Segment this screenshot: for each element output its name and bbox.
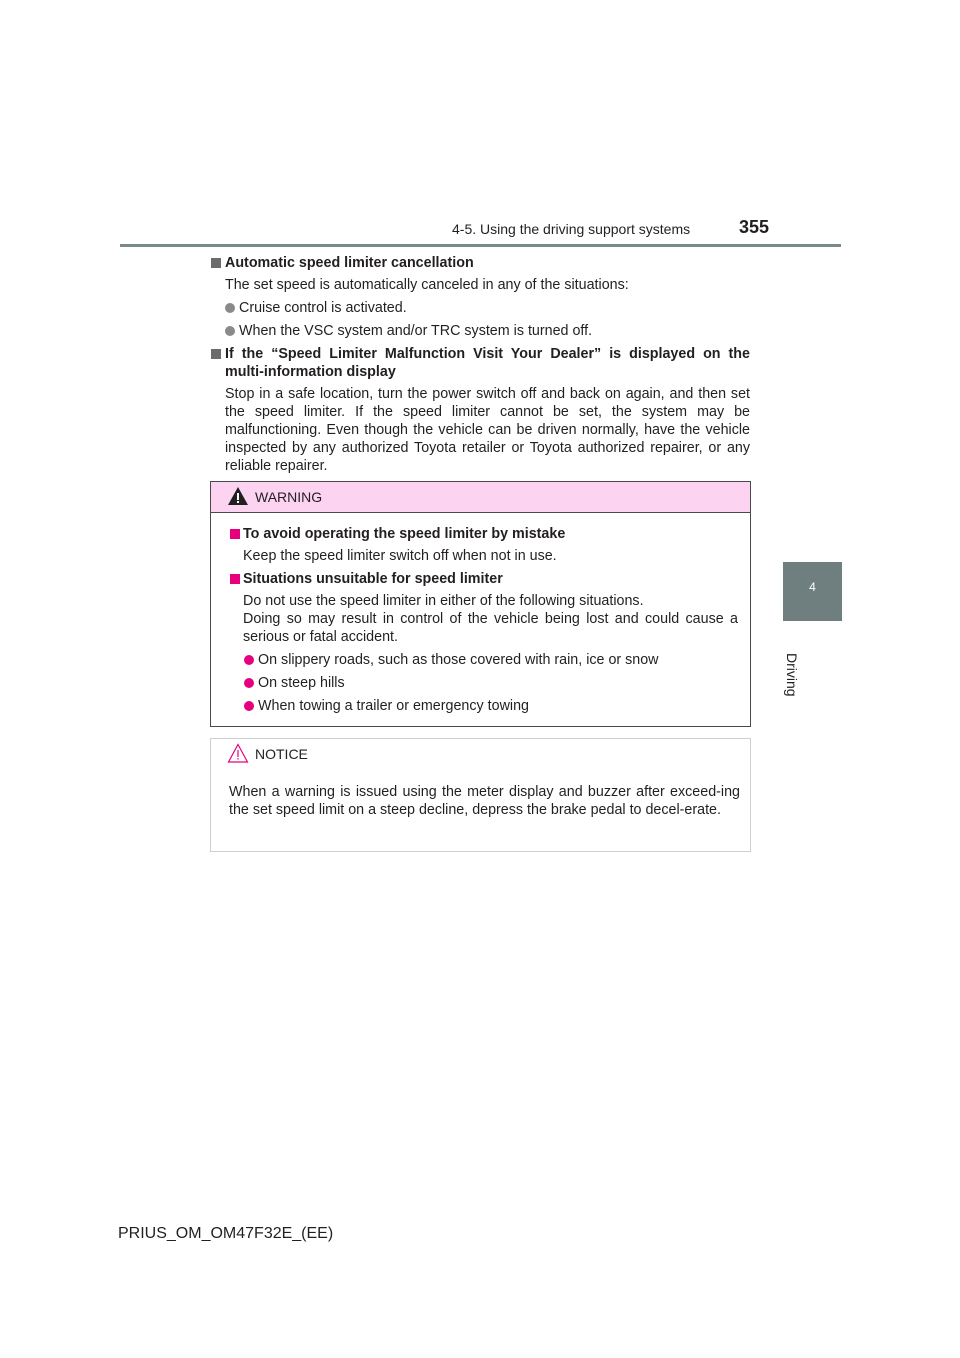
list-item: On steep hills [229,674,738,692]
square-bullet-icon [211,258,221,268]
chapter-label: Driving [784,653,800,697]
header-divider [120,244,841,247]
list-item: Cruise control is activated. [210,299,750,317]
notice-box [210,738,751,852]
page-number: 355 [739,217,770,237]
warning-triangle-icon [227,486,249,506]
notice-header [211,739,750,769]
chapter-tab [783,562,842,621]
circle-bullet-icon [225,303,235,313]
warning-box [210,481,751,727]
list-item: On slippery roads, such as those covered with rain, ice or snow [229,651,738,669]
list-item: When the VSC system and/or TRC system is turned off. [210,322,750,340]
square-bullet-icon [230,529,240,539]
circle-bullet-icon [244,678,254,688]
warning-heading: To avoid operating the speed limiter by mistake [229,525,738,543]
warning-header [211,482,750,513]
warning-text: Keep the speed limiter switch off when not in use. [243,548,557,564]
circle-bullet-icon [244,701,254,711]
chapter-number: 4 [809,580,816,594]
caution-triangle-icon [227,743,249,763]
circle-bullet-icon [225,326,235,336]
square-bullet-icon [211,349,221,359]
section-intro: The set speed is automatically canceled in any of the situations: [225,277,629,293]
list-item: When towing a trailer or emergency towing [229,697,738,715]
warning-title: WARNING [255,489,323,505]
warning-text: Do not use the speed limiter in either of the following situations. Doing so may result in control of the vehicle being lost and could cause a serious or fatal accident. [243,593,738,645]
notice-text: When a warning is issued using the meter display and buzzer after exceed-ing the set speed limit on a steep decline, depress the brake pedal to decel-erate. [229,784,740,818]
circle-bullet-icon [244,655,254,665]
section-title: 4-5. Using the driving support systems [452,221,691,237]
warning-body [211,513,750,715]
document-code: PRIUS_OM_OM47F32E_(EE) [118,1225,334,1242]
square-bullet-icon [230,574,240,584]
section-body: Stop in a safe location, turn the power switch off and back on again, and then set the speed limiter. If the speed limiter cannot be set, the system may be malfunctioning. Even though the vehicle can be driven normally, have the vehicle inspected by any authorized Toyota retailer or Toyota authorized repairer, or any reliable repairer. [225,386,750,474]
main-content [210,254,750,480]
section-heading: Automatic speed limiter cancellation [210,254,750,272]
notice-title: NOTICE [255,746,308,762]
section-heading: If the “Speed Limiter Malfunction Visit Your Dealer” is displayed on the multi-information display [210,345,750,381]
warning-heading: Situations unsuitable for speed limiter [229,570,738,588]
